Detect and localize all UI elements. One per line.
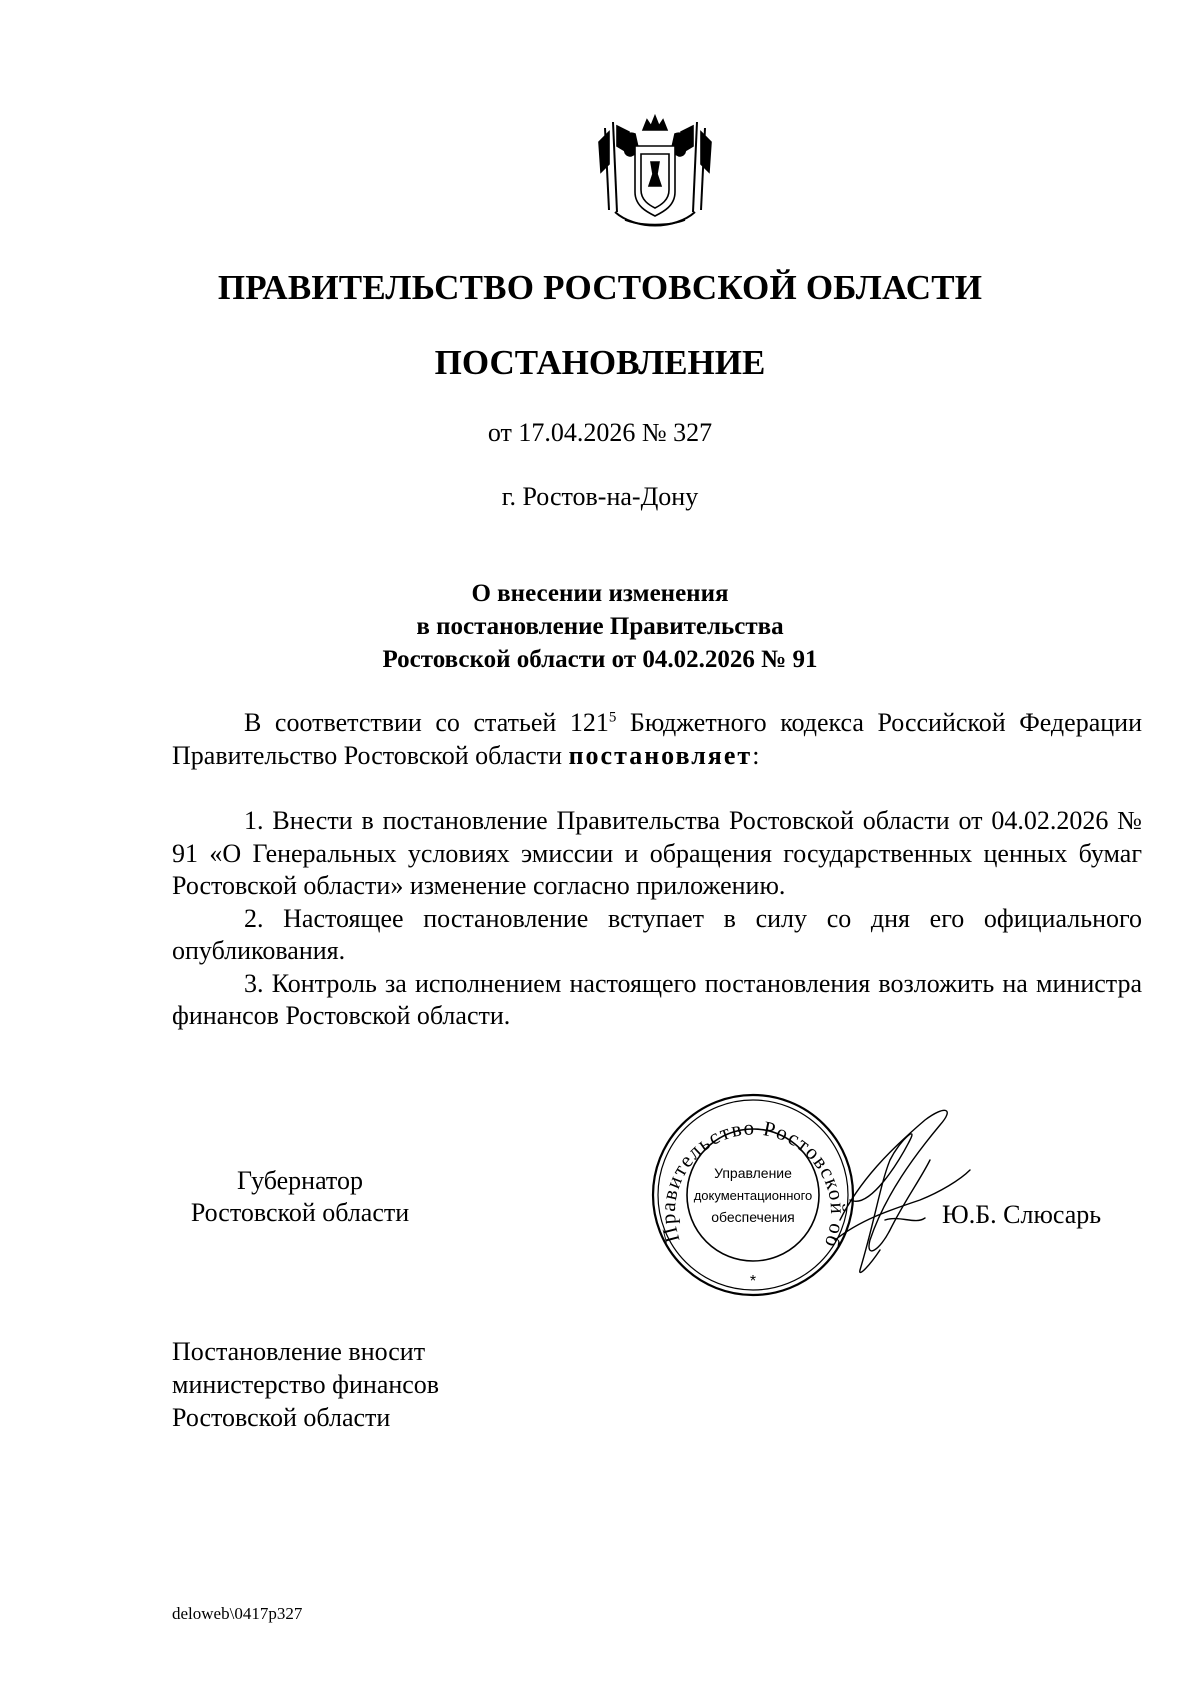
position-line: Ростовской области <box>190 1198 410 1227</box>
item-3: 3. Контроль за исполнением настоящего постановления возложить на министра финансов Ростовской области. <box>172 968 1142 1030</box>
coat-of-arms-icon <box>595 112 715 234</box>
handwritten-signature <box>830 1100 980 1290</box>
preamble-end: : <box>752 740 760 770</box>
title-line: Ростовской области от 04.02.2026 № 91 <box>382 646 818 673</box>
signatory-name: Ю.Б. Слюсарь <box>942 1200 1102 1229</box>
stamp-ring-text: Правительство Ростовской об <box>655 1115 851 1252</box>
stamp-inner-line: Управление <box>714 1165 792 1181</box>
introducer-line: Ростовской области <box>172 1403 391 1432</box>
position-line: Губернатор <box>237 1166 363 1195</box>
document-title <box>0 577 1200 676</box>
preamble-verb: постановляет <box>568 740 753 770</box>
document-date-number: от 17.04.2026 № 327 <box>487 418 713 447</box>
stamp-inner-line: обеспечения <box>711 1209 795 1225</box>
stamp-star: * <box>749 1273 757 1290</box>
preamble-text: В соответствии со статьей 121 <box>244 708 609 737</box>
file-reference: deloweb\0417p327 <box>172 1604 303 1623</box>
item-2: 2. Настоящее постановление вступает в силу со дня его официального опубликования. <box>172 903 1142 965</box>
resolution-items <box>172 805 1142 1033</box>
signatory-position <box>175 1165 425 1229</box>
stamp-inner-line: документационного <box>693 1188 813 1203</box>
government-name: ПРАВИТЕЛЬСТВО РОСТОВСКОЙ ОБЛАСТИ <box>217 268 983 307</box>
item-1: 1. Внести в постановление Правительства Ростовской области от 04.02.2026 № 91 «О Генеральных условиях эмиссии и обращения государственных ценных бумаг Ростовской области» изменение согласно приложению. <box>172 806 1142 900</box>
introducer-line: Постановление вносит <box>172 1337 426 1366</box>
official-stamp <box>648 1090 858 1300</box>
document-type: ПОСТАНОВЛЕНИЕ <box>434 343 766 382</box>
introducer-note <box>172 1335 439 1434</box>
preamble-text: Бюджетного кодекса Российской Федерации Правительство Ростовской области <box>172 708 1142 770</box>
title-line: в постановление Правительства <box>416 613 784 640</box>
article-superscript: 5 <box>608 709 617 726</box>
introducer-line: министерство финансов <box>172 1370 440 1399</box>
title-line: О внесении изменения <box>471 580 729 607</box>
preamble <box>172 707 1142 772</box>
document-city: г. Ростов-на-Дону <box>501 482 699 511</box>
